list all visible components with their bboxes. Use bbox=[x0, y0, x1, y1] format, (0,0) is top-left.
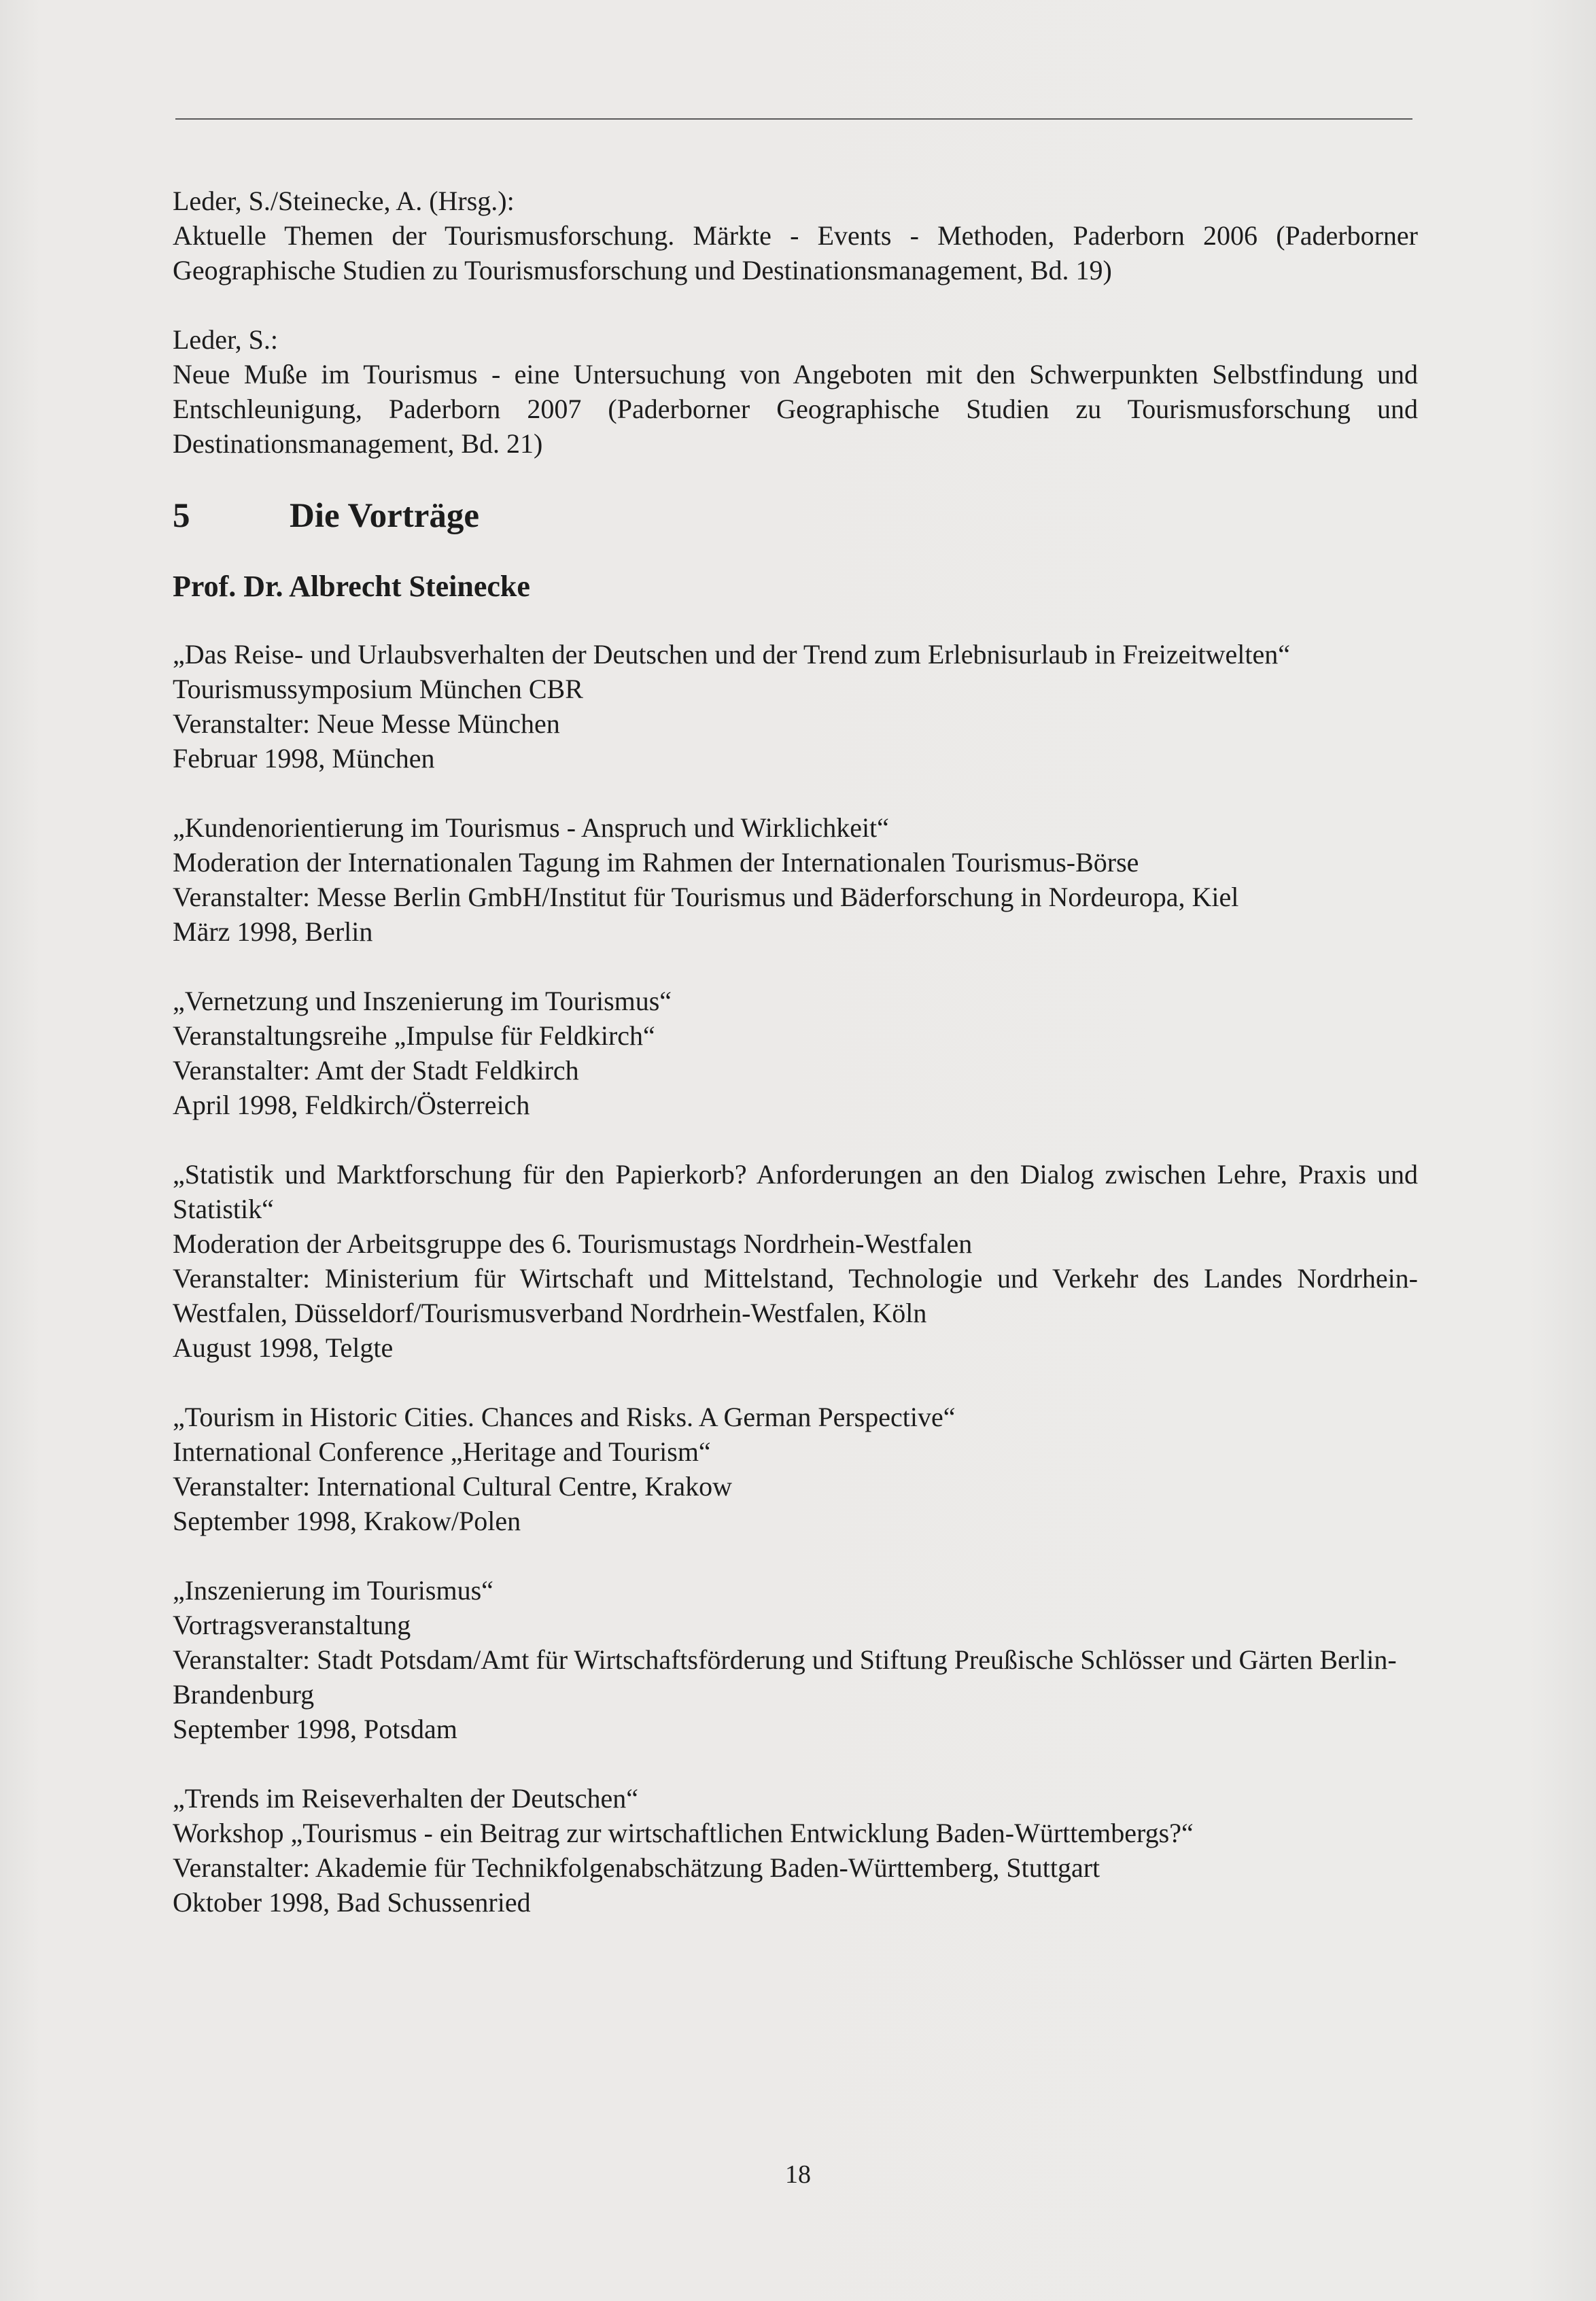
reference-author: Leder, S.: bbox=[173, 324, 279, 355]
talk-title: „Tourism in Historic Cities. Chances and Risks. A German Perspective“ bbox=[173, 1402, 956, 1432]
talk-date-place: Februar 1998, München bbox=[173, 743, 435, 774]
talk-organizer: Veranstalter: Messe Berlin GmbH/Institut für Tourismus und Bäderforschung in Nordeuropa, Kiel bbox=[173, 882, 1239, 912]
talk-entry bbox=[173, 1157, 1418, 1365]
page-content bbox=[173, 184, 1418, 1954]
section-heading bbox=[173, 496, 1418, 536]
talk-organizer: Veranstalter: Neue Messe München bbox=[173, 708, 560, 739]
talk-entry bbox=[173, 984, 1418, 1122]
talk-event: Tourismussymposium München CBR bbox=[173, 674, 583, 704]
talk-entry bbox=[173, 1781, 1418, 1920]
talk-organizer: Veranstalter: International Cultural Centre, Krakow bbox=[173, 1471, 733, 1502]
talk-organizer: Veranstalter: Ministerium für Wirtschaft und Mittelstand, Technologie und Verkehr des Landes Nordrhein-Westfalen, Düsseldorf/Tourismusverband Nordrhein-Westfalen, Köln bbox=[173, 1263, 1418, 1328]
talk-event: International Conference „Heritage and Tourism“ bbox=[173, 1436, 711, 1467]
reference-text: Aktuelle Themen der Tourismusforschung. Märkte - Events - Methoden, Paderborn 2006 (Paderborner Geographische Studien zu Tourismusforschung und Destinationsmanagement, Bd. 19) bbox=[173, 220, 1418, 286]
reference-entry bbox=[173, 184, 1418, 288]
talk-title: „Statistik und Marktforschung für den Papierkorb? Anforderungen an den Dialog zwischen Lehre, Praxis und Statistik“ bbox=[173, 1159, 1418, 1224]
reference-entry bbox=[173, 322, 1418, 461]
talk-date-place: Oktober 1998, Bad Schussenried bbox=[173, 1887, 531, 1918]
talk-date-place: August 1998, Telgte bbox=[173, 1332, 394, 1363]
talk-entry bbox=[173, 637, 1418, 776]
talk-event: Moderation der Internationalen Tagung im Rahmen der Internationalen Tourismus-Börse bbox=[173, 847, 1139, 878]
talk-title: „Das Reise- und Urlaubsverhalten der Deutschen und der Trend zum Erlebnisurlaub in Freizeitwelten“ bbox=[173, 639, 1290, 670]
talk-organizer: Veranstalter: Akademie für Technikfolgenabschätzung Baden-Württemberg, Stuttgart bbox=[173, 1852, 1100, 1883]
talk-date-place: September 1998, Potsdam bbox=[173, 1714, 457, 1744]
talk-title: „Kundenorientierung im Tourismus - Anspruch und Wirklichkeit“ bbox=[173, 812, 889, 843]
speaker-name: Prof. Dr. Albrecht Steinecke bbox=[173, 570, 530, 603]
section-title: Die Vorträge bbox=[290, 497, 480, 535]
talk-date-place: April 1998, Feldkirch/Österreich bbox=[173, 1090, 530, 1120]
talk-date-place: März 1998, Berlin bbox=[173, 916, 373, 947]
talk-entry bbox=[173, 1400, 1418, 1538]
talk-entry bbox=[173, 810, 1418, 949]
talk-event: Moderation der Arbeitsgruppe des 6. Tourismustags Nordrhein-Westfalen bbox=[173, 1228, 973, 1259]
reference-text: Neue Muße im Tourismus - eine Untersuchung von Angeboten mit den Schwerpunkten Selbstfindung und Entschleunigung, Paderborn 2007 (Paderborner Geographische Studien zu Tourismusforschung und Destinationsmanagement, Bd. 21) bbox=[173, 359, 1418, 459]
talk-event: Veranstaltungsreihe „Impulse für Feldkirch“ bbox=[173, 1020, 655, 1051]
talk-organizer: Veranstalter: Amt der Stadt Feldkirch bbox=[173, 1055, 579, 1086]
header-rule bbox=[175, 118, 1412, 120]
page-number: 18 bbox=[785, 2160, 811, 2189]
talk-organizer: Veranstalter: Stadt Potsdam/Amt für Wirtschaftsförderung und Stiftung Preußische Schlösser und Gärten Berlin-Brandenburg bbox=[173, 1644, 1397, 1710]
talk-event: Workshop „Tourismus - ein Beitrag zur wirtschaftlichen Entwicklung Baden-Württembergs?“ bbox=[173, 1818, 1194, 1848]
talk-title: „Inszenierung im Tourismus“ bbox=[173, 1575, 493, 1606]
talk-event: Vortragsveranstaltung bbox=[173, 1610, 411, 1640]
reference-author: Leder, S./Steinecke, A. (Hrsg.): bbox=[173, 186, 515, 216]
talk-title: „Trends im Reiseverhalten der Deutschen“ bbox=[173, 1783, 638, 1814]
talk-date-place: September 1998, Krakow/Polen bbox=[173, 1506, 521, 1536]
talk-title: „Vernetzung und Inszenierung im Tourismus“ bbox=[173, 986, 672, 1016]
talk-entry bbox=[173, 1573, 1418, 1746]
section-number: 5 bbox=[173, 497, 190, 535]
